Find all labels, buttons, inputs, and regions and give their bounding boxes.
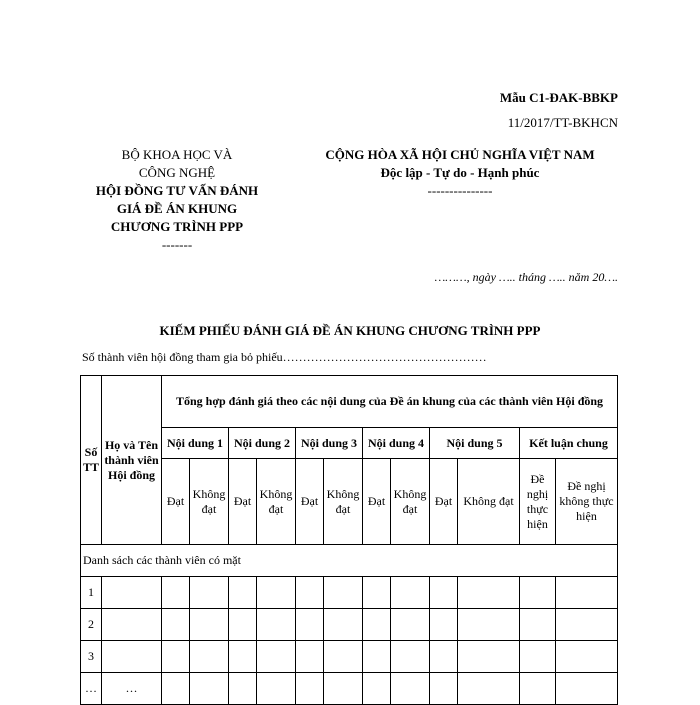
nation-title: CỘNG HÒA XÃ HỘI CHỦ NGHĨA VIỆT NAM xyxy=(325,147,595,162)
header-member-name: Họ và Tên thành viên Hội đồng xyxy=(102,376,162,545)
header-khong-dat: Không đạt xyxy=(257,459,296,545)
ministry-divider: ------- xyxy=(161,237,193,252)
header-recommend-not-implement: Đề nghị không thực hiện xyxy=(556,459,618,545)
header-khong-dat: Không đạt xyxy=(190,459,229,545)
council-line1: HỘI ĐỒNG TƯ VẤN ĐÁNH xyxy=(95,183,259,198)
form-code: Mẫu C1-ĐAK-BBKP xyxy=(499,90,618,105)
national-header xyxy=(300,146,620,200)
header-dat: Đạt xyxy=(162,459,190,545)
nation-motto: Độc lập - Tự do - Hạnh phúc xyxy=(380,165,540,180)
header-conclusion: Kết luận chung xyxy=(520,428,618,459)
council-line2: GIÁ ĐỀ ÁN KHUNG xyxy=(116,201,238,216)
document-title: KIẾM PHIẾU ĐÁNH GIÁ ĐỀ ÁN KHUNG CHƯƠNG TRÌNH PPP xyxy=(159,323,541,338)
row-number: 3 xyxy=(81,641,102,673)
nation-divider: --------------- xyxy=(427,183,493,198)
header-dat: Đạt xyxy=(363,459,391,545)
member-name-cell xyxy=(102,577,162,609)
table-row xyxy=(81,577,618,609)
header-content-3: Nội dung 3 xyxy=(296,428,363,459)
table-row xyxy=(81,641,618,673)
ministry-line2: CÔNG NGHỆ xyxy=(138,165,216,180)
header-dat: Đạt xyxy=(296,459,324,545)
issuing-authority xyxy=(82,146,272,254)
table-row xyxy=(81,609,618,641)
header-dat: Đạt xyxy=(430,459,458,545)
date-line: ………, ngày ….. tháng ….. năm 20…. xyxy=(434,270,618,284)
header-khong-dat: Không đạt xyxy=(458,459,520,545)
header-group: Tổng hợp đánh giá theo các nội dung của Đề án khung của các thành viên Hội đồng xyxy=(162,376,618,428)
council-line3: CHƯƠNG TRÌNH PPP xyxy=(110,219,244,234)
header-content-2: Nội dung 2 xyxy=(229,428,296,459)
header-recommend-implement: Đề nghị thực hiện xyxy=(520,459,556,545)
section-present-members: Danh sách các thành viên có mặt xyxy=(81,545,618,577)
row-number: … xyxy=(81,673,102,705)
header-content-1: Nội dung 1 xyxy=(162,428,229,459)
circular-number: 11/2017/TT-BKHCN xyxy=(507,115,618,130)
row-number: 1 xyxy=(81,577,102,609)
row-number: 2 xyxy=(81,609,102,641)
member-name-cell: … xyxy=(102,673,162,705)
header-content-4: Nội dung 4 xyxy=(363,428,430,459)
member-name-cell xyxy=(102,609,162,641)
ministry-line1: BỘ KHOA HỌC VÀ xyxy=(121,147,233,162)
member-name-cell xyxy=(102,641,162,673)
vote-count-table xyxy=(80,375,618,705)
header-dat: Đạt xyxy=(229,459,257,545)
header-content-5: Nội dung 5 xyxy=(430,428,520,459)
header-stt: Số TT xyxy=(81,376,102,545)
members-count-line: Số thành viên hội đồng tham gia bỏ phiếu…………………………………………… xyxy=(82,350,487,364)
header-khong-dat: Không đạt xyxy=(391,459,430,545)
header-khong-dat: Không đạt xyxy=(324,459,363,545)
